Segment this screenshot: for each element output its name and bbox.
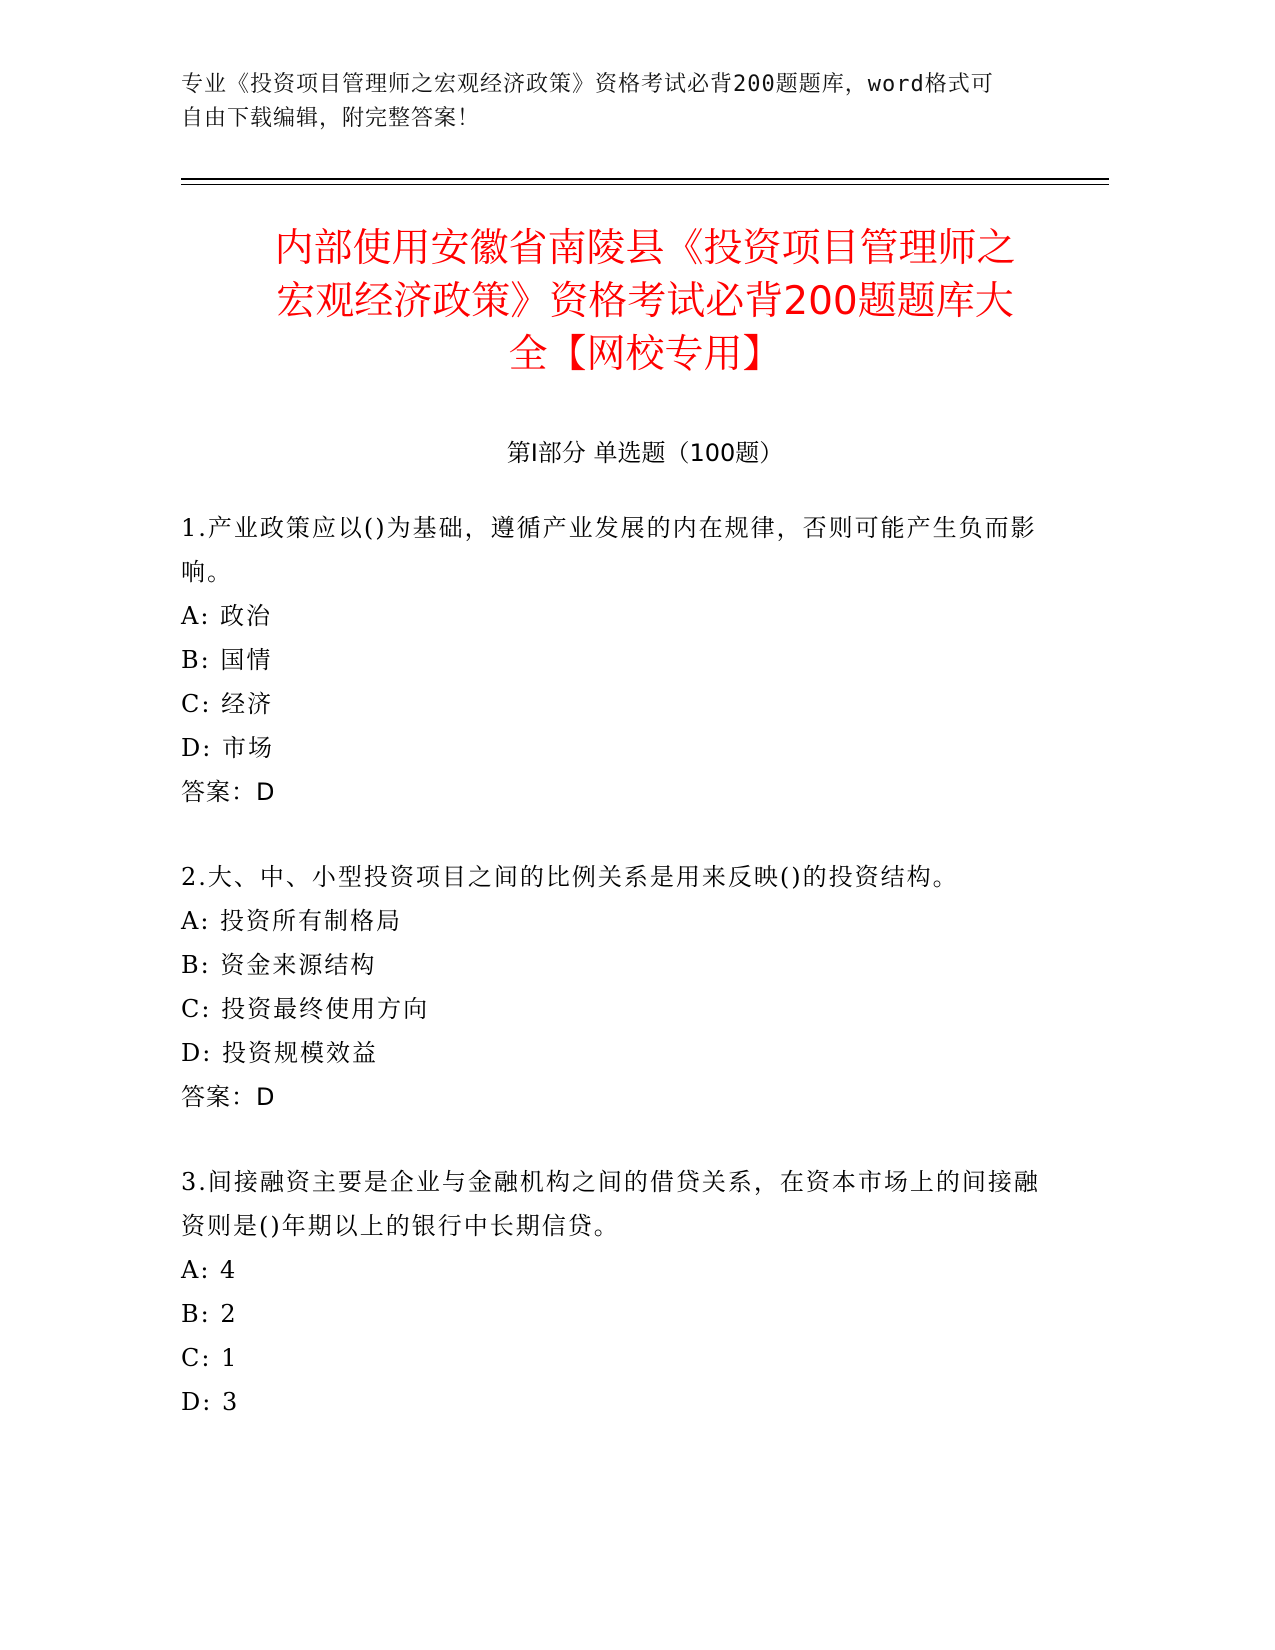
header-note-line2: 自由下载编辑，附完整答案！ [181, 106, 481, 131]
option-b: B: 2 [181, 1300, 238, 1328]
question-stem: 2.大、中、小型投资项目之间的比例关系是用来反映()的投资结构。 [181, 863, 959, 891]
section-title: 第Ⅰ部分 单选题（100题） [506, 439, 784, 467]
header-note [181, 68, 1041, 136]
question-stem: 1.产业政策应以()为基础，遵循产业发展的内在规律，否则可能产生负而影响。 [181, 514, 1037, 586]
option-c: C: 1 [181, 1344, 239, 1372]
option-a: A: 政治 [181, 602, 273, 630]
option-c: C: 投资最终使用方向 [181, 995, 430, 1023]
document-title [181, 222, 1109, 381]
answer: 答案：D [181, 1083, 276, 1111]
option-d: D: 投资规模效益 [181, 1039, 378, 1067]
option-a: A: 4 [181, 1256, 238, 1284]
option-d: D: 3 [181, 1388, 240, 1416]
option-c: C: 经济 [181, 690, 274, 718]
option-a: A: 投资所有制格局 [181, 907, 403, 935]
header-note-line1: 专业《投资项目管理师之宏观经济政策》资格考试必背200题题库，word格式可 [181, 72, 994, 97]
document-title-line1: 内部使用安徽省南陵县《投资项目管理师之 [274, 226, 1016, 271]
answer: 答案：D [181, 778, 276, 806]
question-2 [181, 855, 1051, 1119]
document-title-line2: 宏观经济政策》资格考试必背200题题库大 [276, 279, 1014, 324]
header-rule-thin [181, 184, 1109, 185]
header-rule-thick [181, 178, 1109, 180]
option-d: D: 市场 [181, 734, 274, 762]
question-1 [181, 506, 1051, 814]
option-b: B: 资金来源结构 [181, 951, 377, 979]
option-b: B: 国情 [181, 646, 273, 674]
document-title-line3: 全【网校专用】 [508, 332, 782, 377]
question-3 [181, 1160, 1051, 1424]
question-stem: 3.间接融资主要是企业与金融机构之间的借贷关系，在资本市场上的间接融资则是()年期以上的银行中长期信贷。 [181, 1168, 1040, 1240]
